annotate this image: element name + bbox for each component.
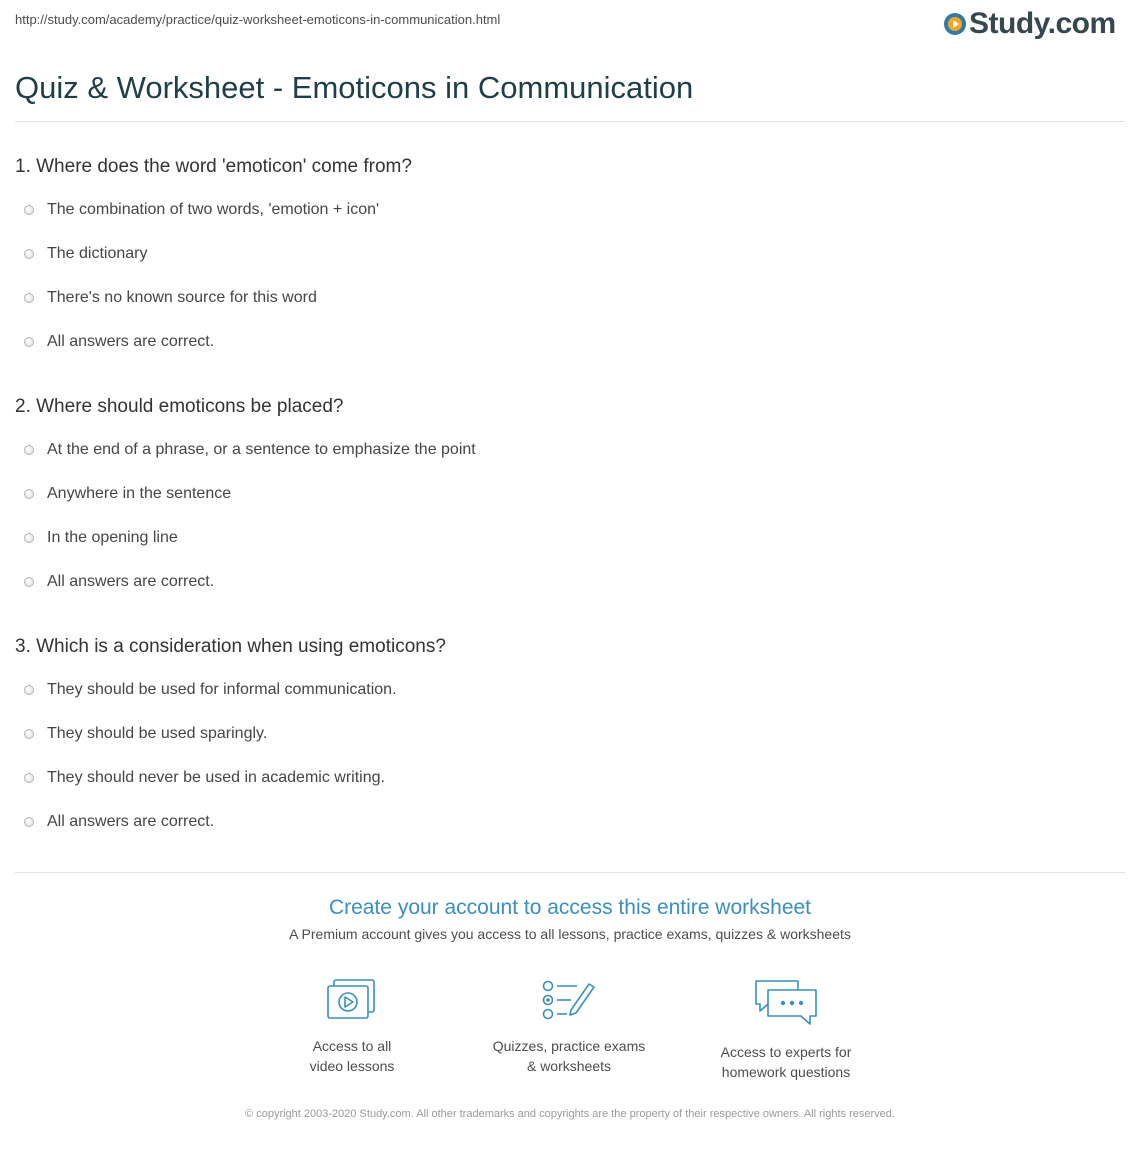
title-divider xyxy=(15,121,1125,122)
answer-label: They should never be used in academic writing. xyxy=(47,769,385,786)
answer-option[interactable] xyxy=(15,712,1115,756)
logo-text: Study.com xyxy=(969,7,1116,40)
cta-subtitle: A Premium account gives you access to all lessons, practice exams, quizzes & worksheets xyxy=(289,926,851,942)
radio-button[interactable] xyxy=(24,337,34,347)
answer-label: Anywhere in the sentence xyxy=(47,485,232,502)
answer-label: The dictionary xyxy=(47,245,148,262)
answer-label: All answers are correct. xyxy=(47,813,215,830)
answer-list xyxy=(15,668,1115,844)
answer-option[interactable] xyxy=(15,560,1115,604)
cta-divider xyxy=(15,872,1125,873)
feature-label: Access to experts for homework questions xyxy=(720,1044,852,1080)
feature-video-lessons xyxy=(252,978,452,1076)
answer-list xyxy=(15,428,1115,604)
feature-quizzes xyxy=(469,978,669,1076)
play-circle-icon xyxy=(944,13,966,35)
question-title: 3. Which is a consideration when using emoticons? xyxy=(15,636,446,657)
answer-label: At the end of a phrase, or a sentence to emphasize the point xyxy=(47,441,476,458)
answer-option[interactable] xyxy=(15,232,1115,276)
radio-button[interactable] xyxy=(24,685,34,695)
answer-option[interactable] xyxy=(15,668,1115,712)
feature-experts xyxy=(686,978,886,1082)
answer-option[interactable] xyxy=(15,428,1115,472)
page-url: http://study.com/academy/practice/quiz-worksheet-emoticons-in-communication.html xyxy=(15,12,501,27)
question-2 xyxy=(15,394,1115,604)
study-logo[interactable] xyxy=(944,6,1116,42)
answer-option[interactable] xyxy=(15,472,1115,516)
copyright-notice: © copyright 2003-2020 Study.com. All other trademarks and copyrights are the property of their respective owners. All rights reserved. xyxy=(245,1108,895,1120)
radio-button[interactable] xyxy=(24,489,34,499)
answer-label: They should be used for informal communication. xyxy=(47,681,397,698)
answer-label: The combination of two words, 'emotion + icon' xyxy=(47,201,380,218)
answer-option[interactable] xyxy=(15,516,1115,560)
answer-label: All answers are correct. xyxy=(47,573,215,590)
radio-button[interactable] xyxy=(24,205,34,215)
radio-button[interactable] xyxy=(24,293,34,303)
cta-title[interactable]: Create your account to access this entire worksheet xyxy=(328,896,812,919)
feature-label: Quizzes, practice exams & worksheets xyxy=(492,1038,646,1074)
question-title: 2. Where should emoticons be placed? xyxy=(15,396,344,417)
question-3 xyxy=(15,634,1115,844)
answer-label: In the opening line xyxy=(47,529,178,546)
answer-list xyxy=(15,188,1115,364)
radio-button[interactable] xyxy=(24,533,34,543)
video-lessons-icon xyxy=(326,978,378,1022)
chat-bubbles-icon xyxy=(754,978,818,1028)
answer-option[interactable] xyxy=(15,756,1115,800)
radio-button[interactable] xyxy=(24,249,34,259)
answer-option[interactable] xyxy=(15,320,1115,364)
answer-option[interactable] xyxy=(15,188,1115,232)
page-title: Quiz & Worksheet - Emoticons in Communication xyxy=(15,70,694,105)
question-title: 1. Where does the word 'emoticon' come from? xyxy=(15,156,412,177)
answer-label: There's no known source for this word xyxy=(47,289,317,306)
answer-option[interactable] xyxy=(15,800,1115,844)
radio-button[interactable] xyxy=(24,577,34,587)
radio-button[interactable] xyxy=(24,445,34,455)
answer-label: All answers are correct. xyxy=(47,333,215,350)
radio-button[interactable] xyxy=(24,817,34,827)
radio-button[interactable] xyxy=(24,773,34,783)
answer-label: They should be used sparingly. xyxy=(47,725,268,742)
question-1 xyxy=(15,154,1115,364)
feature-label: Access to all video lessons xyxy=(309,1038,395,1074)
top-bar xyxy=(0,0,1140,50)
radio-button[interactable] xyxy=(24,729,34,739)
quiz-checklist-icon xyxy=(541,978,597,1022)
answer-option[interactable] xyxy=(15,276,1115,320)
